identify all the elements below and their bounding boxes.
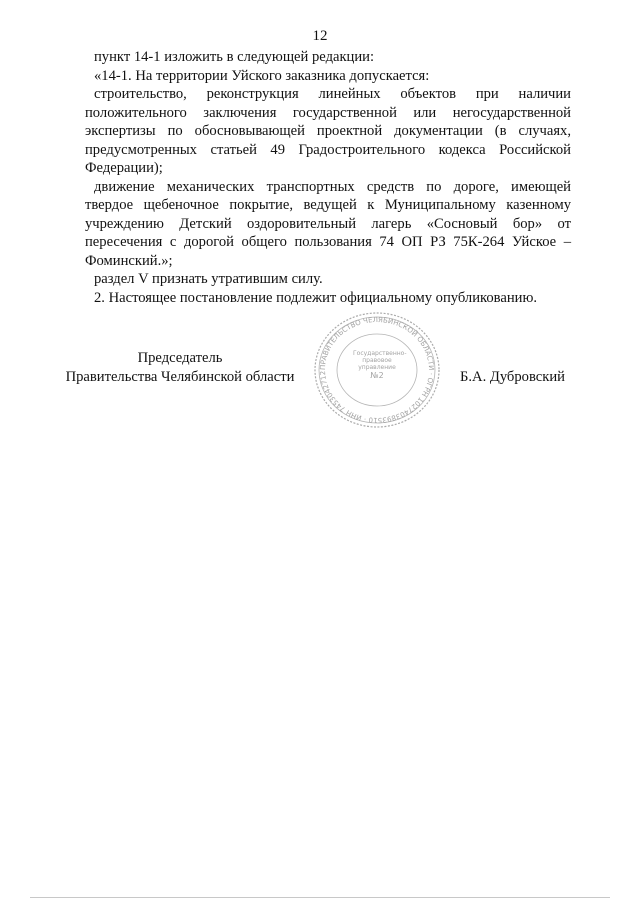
document-body <box>85 48 571 307</box>
paragraph-1: пункт 14-1 изложить в следующей редакции: <box>94 49 375 65</box>
page-number: 12 <box>312 28 328 44</box>
signatory-name: Б.А. Дубровский <box>460 369 565 385</box>
signature-title <box>60 349 300 386</box>
seal-inner-text <box>353 350 407 381</box>
paragraph-5: раздел V признать утратившим силу. <box>94 271 323 287</box>
paragraph-4: движение механических транспортных средств по дороге, имеющей твердое щебеночное покрытие, ведущей к Муниципальному казенному учреждению Детский оздоровительный лагерь «Сосновый бор» от пересечения с дорогой общего пользования 74 ОП РЗ 75К-264 Уйское – Фоминский.»; <box>85 178 571 269</box>
seal-inner-line3: управление <box>358 364 396 371</box>
seal-inner-number: №2 <box>370 371 384 380</box>
seal-inner-line1: Государственно- <box>353 350 407 357</box>
official-seal <box>311 310 443 430</box>
signature-title-line2: Правительства Челябинской области <box>65 368 295 385</box>
paragraph-2: «14-1. На территории Уйского заказника допускается: <box>94 67 430 84</box>
seal-outer-text-path: ПРАВИТЕЛЬСТВО ЧЕЛЯБИНСКОЙ ОБЛАСТИ · ОГРН 1027403893510 · ИНН 7453042712 <box>318 315 436 425</box>
paragraph-6: 2. Настоящее постановление подлежит официальному опубликованию. <box>94 289 538 306</box>
seal-inner-line2: правовое <box>362 357 392 364</box>
signature-title-line1: Председатель <box>137 350 223 366</box>
paragraph-3: строительство, реконструкция линейных объектов при наличии положительного заключения государственной или негосударственной экспертизы по обосновывающей проектной документации (в случаях, предусмотренных статьей 49 Градостроительного кодекса Российской Федерации); <box>85 86 571 176</box>
page-bottom-edge <box>30 897 610 898</box>
